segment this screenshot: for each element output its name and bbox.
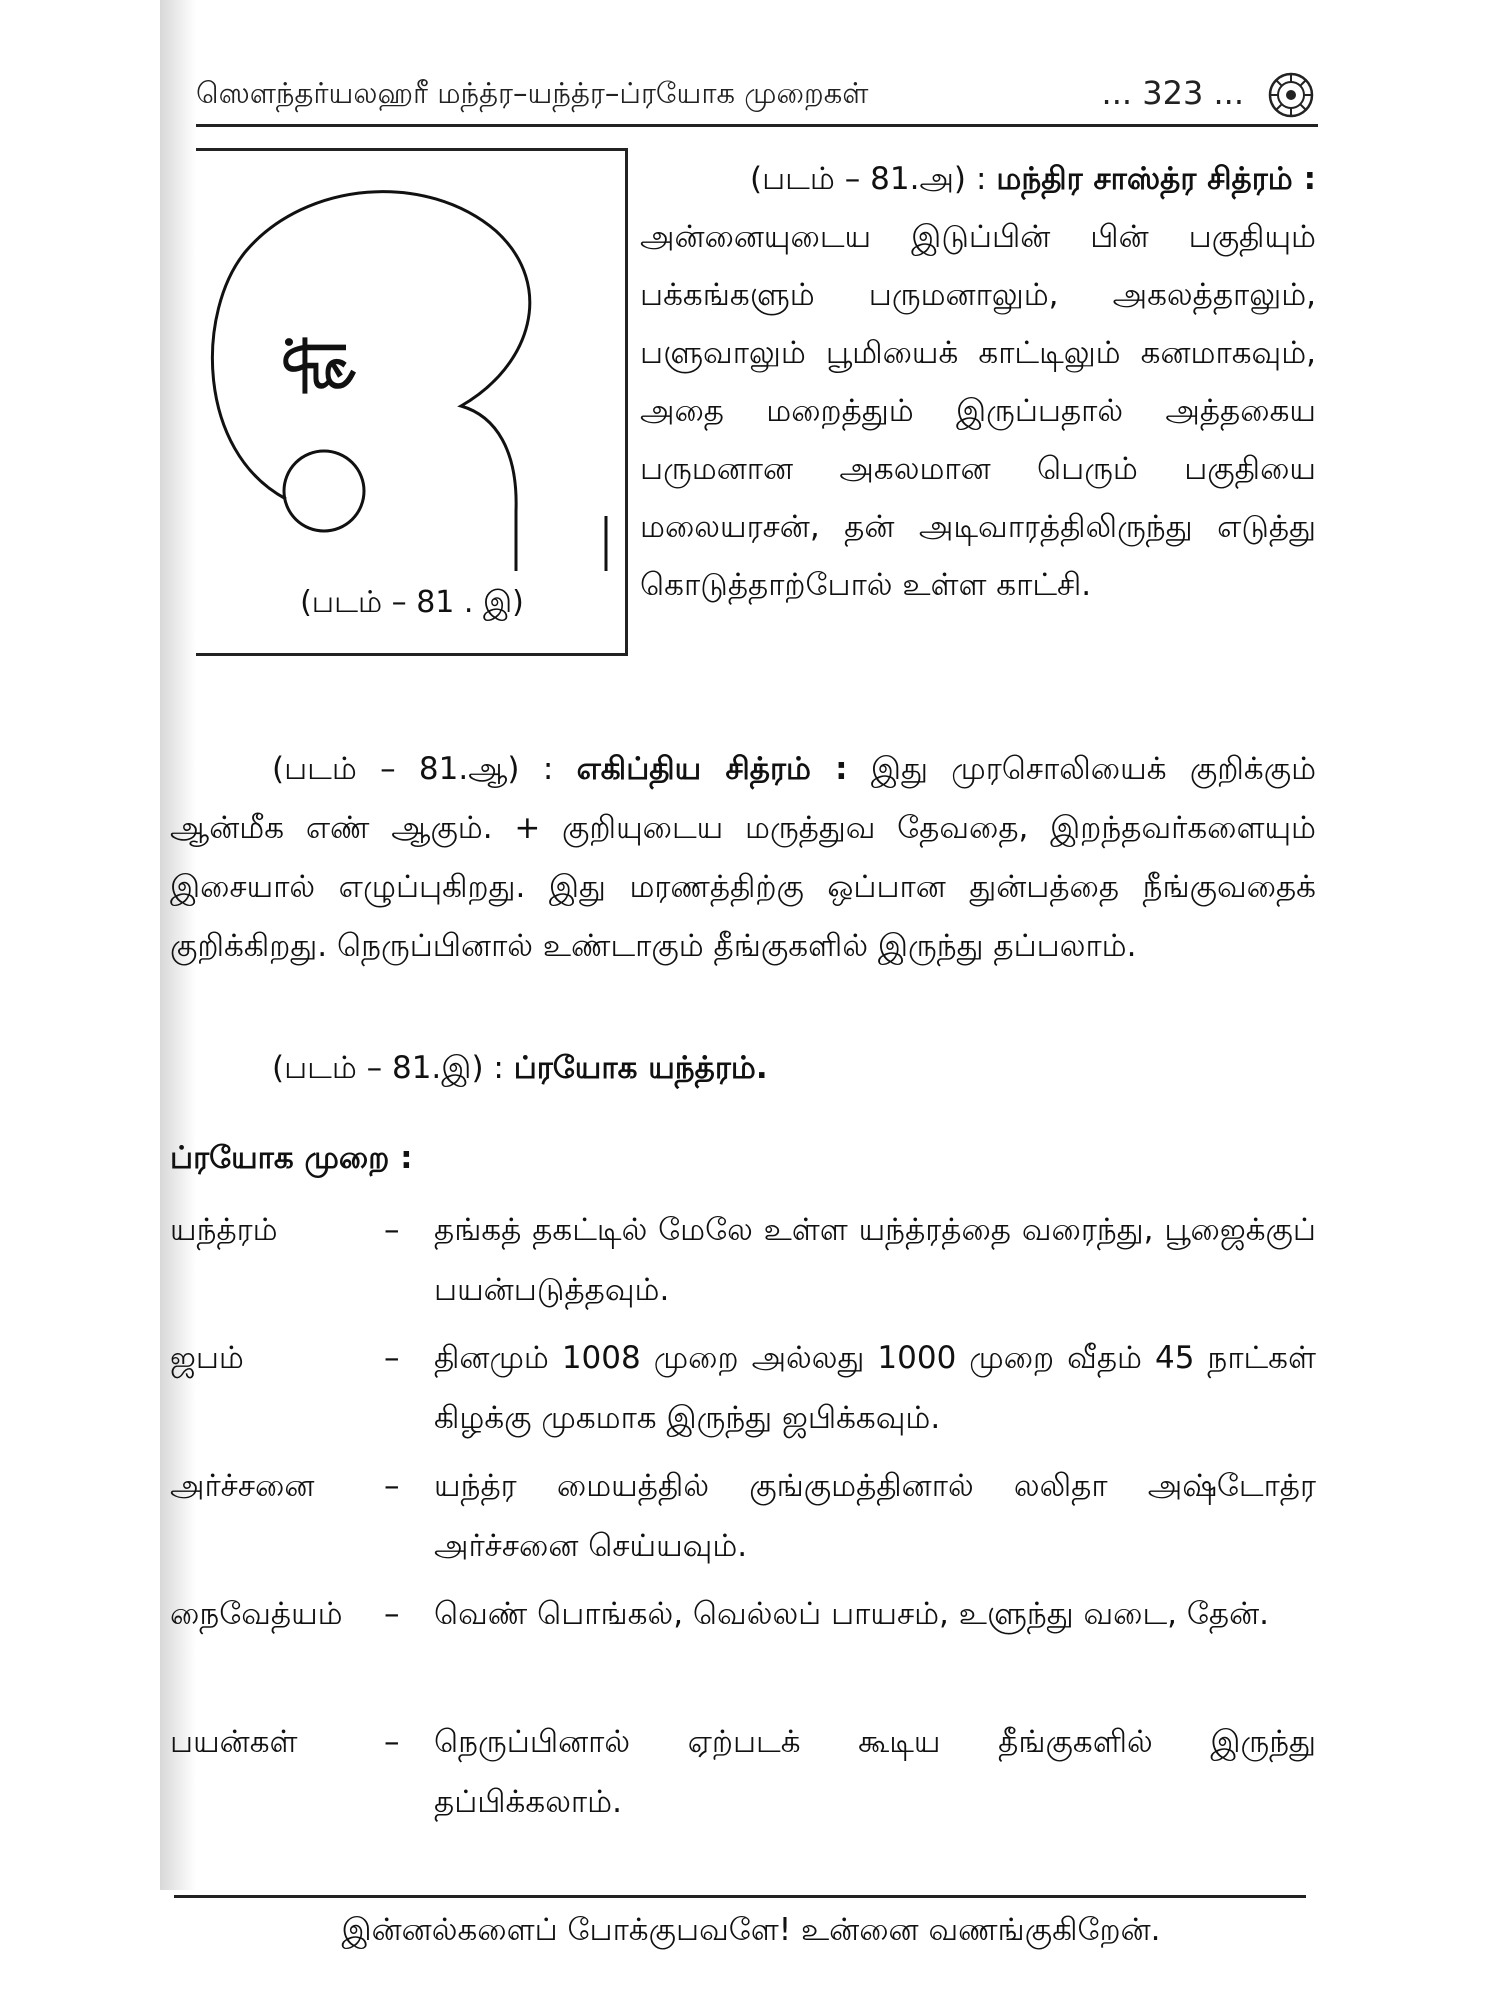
p81aa-body: இது முரசொலியைக் குறிக்கும் ஆன்மீக எண் ஆகும். + குறியுடைய மருத்துவ தேவதை, இறந்தவர்களையும் இசையால் எழுப்புகிறது. இது மரணத்திற்கு ஒப்பான துன்பத்தை நீங்குவதைக் குறிக்கிறது. நெருப்பினால் உண்டாகும் தீங்குகளில் இருந்து தப்பலாம். (170, 751, 1317, 964)
method-label: பயன்கள் (170, 1724, 298, 1760)
p81aa-title: எகிப்திய சித்ரம் : (576, 751, 848, 787)
method-value: நெருப்பினால் ஏற்படக் கூடிய தீங்குகளில் இருந்து தப்பிக்கலாம். (434, 1724, 1316, 1820)
p81a-label: (படம் – 81.அ) : (750, 161, 987, 197)
p81i-label: (படம் – 81.இ) : (272, 1050, 504, 1086)
method-label: அர்ச்சனை (170, 1468, 315, 1504)
footer-prayer: இன்னல்களைப் போக்குபவளே! உன்னை வணங்குகிறேன். (341, 1912, 1161, 1948)
method-heading: ப்ரயோக முறை : (170, 1140, 413, 1176)
method-dash: – (384, 1340, 400, 1376)
yantra-curve (212, 192, 606, 571)
yantra-drawing (196, 151, 628, 571)
header-rule (196, 124, 1318, 127)
bija-mantra: ह्रीं (281, 338, 363, 394)
method-label: யந்த்ரம் (170, 1212, 278, 1248)
paragraph-81i (272, 1050, 768, 1090)
method-dash: – (384, 1596, 400, 1632)
figure-caption: (படம் – 81 . இ) (300, 585, 524, 620)
method-dash: – (384, 1724, 400, 1760)
p81aa-label: (படம் – 81.ஆ) : (272, 751, 554, 787)
method-dash: – (384, 1468, 400, 1504)
method-label: ஜபம் (170, 1340, 244, 1376)
method-value: வெண் பொங்கல், வெல்லப் பாயசம், உளுந்து வடை, தேன். (434, 1596, 1270, 1632)
yantra-circle (284, 451, 364, 531)
page-number: ... 323 ... (1101, 74, 1244, 112)
method-value: தங்கத் தகட்டில் மேலே உள்ள யந்த்ரத்தை வரைந்து, பூஜைக்குப் பயன்படுத்தவும். (434, 1212, 1316, 1308)
method-value: தினமும் 1008 முறை அல்லது 1000 முறை வீதம் 45 நாட்கள் கிழக்கு முகமாக இருந்து ஜபிக்கவும். (434, 1340, 1316, 1436)
method-value: யந்த்ர மையத்தில் குங்குமத்தினால் லலிதா அஷ்டோத்ர அர்ச்சனை செய்யவும். (434, 1468, 1316, 1564)
footer-rule (174, 1895, 1306, 1898)
method-dash: – (384, 1212, 400, 1248)
paragraph-81a (640, 150, 1316, 614)
p81a-body: அன்னையுடைய இடுப்பின் பின் பகுதியும் பக்கங்களும் பருமனாலும், அகலத்தாலும், பளுவாலும் பூமியைக் காட்டிலும் கனமாகவும், அதை மறைத்தும் இருப்பதால் அத்தகைய பருமனான அகலமான பெரும் பகுதியை மலையரசன், தன் அடிவாரத்திலிருந்து எடுத்து கொடுத்தாற்போல் உள்ள காட்சி. (640, 219, 1316, 603)
book-title: ஸௌந்தர்யலஹரீ மந்த்ர–யந்த்ர–ப்ரயோக முறைகள் (196, 76, 869, 110)
emblem-icon (1266, 70, 1316, 120)
paragraph-81aa (170, 740, 1316, 976)
p81a-title: மந்திர சாஸ்த்ர சித்ரம் : (996, 161, 1316, 197)
p81i-title: ப்ரயோக யந்த்ரம். (513, 1050, 768, 1086)
method-label: நைவேத்யம் (170, 1596, 343, 1632)
running-header (196, 70, 1316, 126)
yantra-figure (196, 148, 628, 656)
